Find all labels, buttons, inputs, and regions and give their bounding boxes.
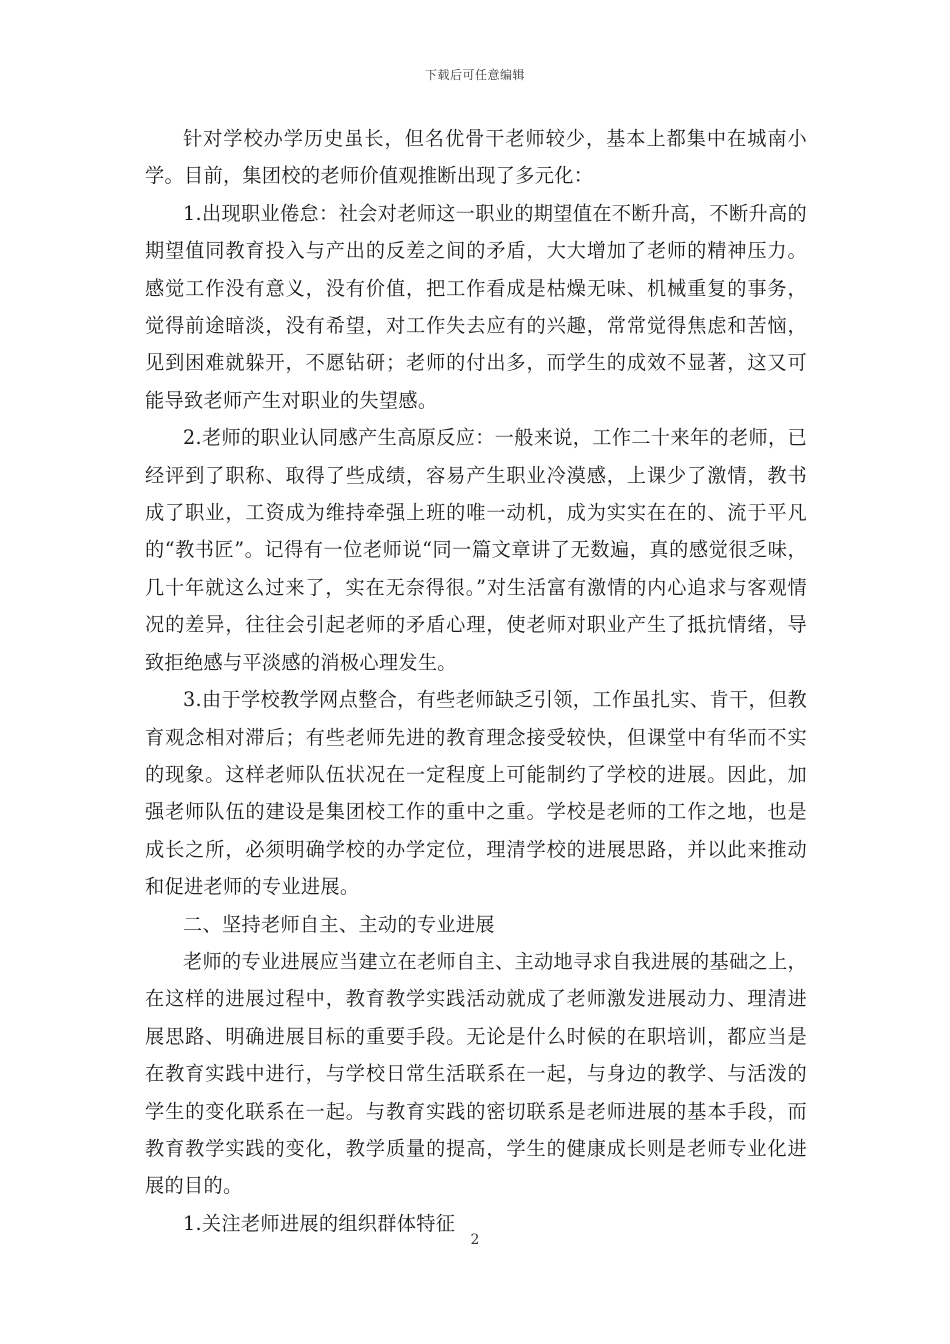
subsection-heading: 1.关注老师进展的组织群体特征 xyxy=(183,1211,456,1235)
section-heading: 二、坚持老师自主、主动的专业进展 xyxy=(183,912,495,936)
page-number: 2 xyxy=(470,1232,480,1248)
paragraph-intro: 针对学校办学历史虽长，但名优骨干老师较少，基本上都集中在城南小学。目前，集团校的老师价值观推断出现了多元化： xyxy=(145,127,807,188)
paragraph-section-body: 老师的专业进展应当建立在老师自主、主动地寻求自我进展的基础之上，在这样的进展过程中，教育教学实践活动就成了老师激发进展动力、理清进展思路、明确进展目标的重要手段。无论是什么时候的在职培训，都应当是在教育实践中进行，与学校日常生活联系在一起，与身边的教学、与活泼的学生的变化联系在一起。与教育实践的密切联系是老师进展的基本手段，而教育教学实践的变化，教学质量的提高，学生的健康成长则是老师专业化进展的目的。 xyxy=(145,949,807,1198)
paragraph-item-2: 2.老师的职业认同感产生高原反应：一般来说，工作二十来年的老师，已经评到了职称、取得了些成绩，容易产生职业冷漠感，上课少了激情，教书成了职业，工资成为维持牵强上班的唯一动机，成为实实在在的、流于平凡的“教书匠”。记得有一位老师说“同一篇文章讲了无数遍，真的感觉很乏味，几十年就这么过来了，实在无奈得很。”对生活富有激情的内心追求与客观情况的差异，往往会引起老师的矛盾心理，使老师对职业产生了抵抗情绪，导致拒绝感与平淡感的消极心理发生。 xyxy=(145,426,807,674)
paragraph-item-1: 1.出现职业倦怠：社会对老师这一职业的期望值在不断升高，不断升高的期望值同教育投入与产出的反差之间的矛盾，大大增加了老师的精神压力。感觉工作没有意义，没有价值，把工作看成是枯燥无味、机械重复的事务，觉得前途暗淡，没有希望，对工作失去应有的兴趣，常常觉得焦虑和苦恼，见到困难就躲开，不愿钻研；老师的付出多，而学生的成效不显著，这又可能导致老师产生对职业的失望感。 xyxy=(145,201,807,412)
document-body xyxy=(145,120,807,1242)
paragraph-item-3: 3.由于学校教学网点整合，有些老师缺乏引领，工作虽扎实、肯干，但教育观念相对滞后；有些老师先进的教育理念接受较快，但课堂中有华而不实的现象。这样老师队伍状况在一定程度上可能制约了学校的进展。因此，加强老师队伍的建设是集团校工作的重中之重。学校是老师的工作之地，也是成长之所，必须明确学校的办学定位，理清学校的进展思路，并以此来推动和促进老师的专业进展。 xyxy=(145,688,807,899)
page-header: 下载后可任意编辑 xyxy=(424,68,525,82)
